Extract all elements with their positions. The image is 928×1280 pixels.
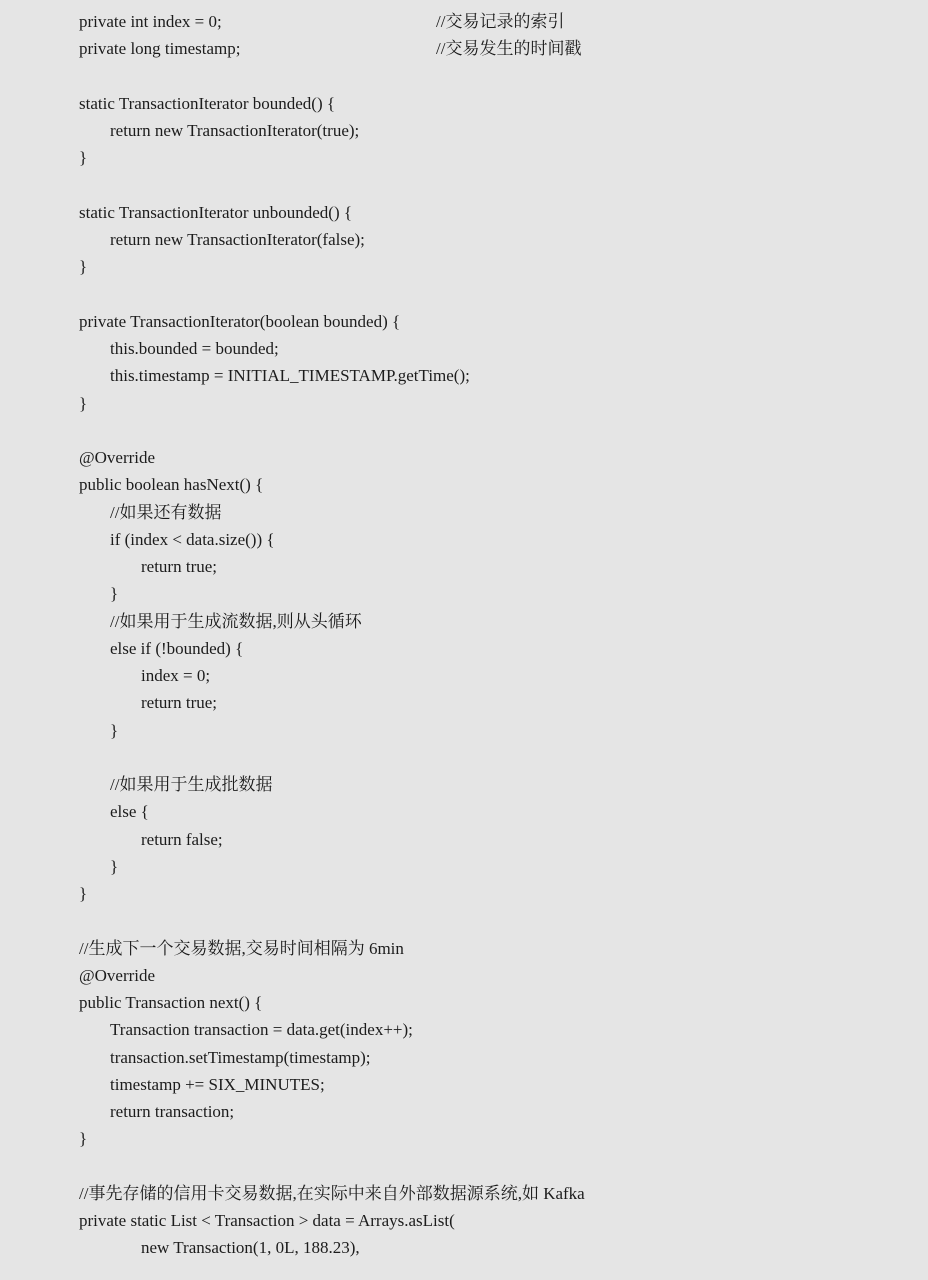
code-line — [79, 880, 919, 907]
code-line — [79, 1098, 919, 1125]
code-text: } — [110, 856, 119, 876]
code-text: private long timestamp; — [79, 39, 241, 59]
code-line — [79, 689, 919, 716]
code-line — [79, 362, 919, 389]
code-text: //如果用于生成批数据 — [110, 775, 273, 794]
code-line — [79, 35, 919, 62]
code-line — [79, 1016, 919, 1043]
code-line — [79, 1071, 919, 1098]
blank-line — [79, 281, 919, 308]
blank-line — [79, 172, 919, 199]
code-text: return true; — [141, 693, 217, 713]
blank-line — [79, 907, 919, 934]
code-line — [79, 253, 919, 280]
code-text: } — [110, 584, 119, 604]
code-text: index = 0; — [141, 666, 211, 685]
code-text: this.timestamp = INITIAL_TIMESTAMP.getTime(); — [110, 366, 470, 386]
code-text: //如果还有数据 — [110, 502, 222, 522]
code-text: } — [79, 257, 88, 277]
code-line — [79, 499, 919, 526]
code-text: return new TransactionIterator(true); — [110, 121, 360, 140]
code-line — [79, 117, 919, 144]
code-text: timestamp += SIX_MINUTES; — [110, 1074, 325, 1094]
code-line — [79, 635, 919, 662]
code-text: private TransactionIterator(boolean bounded) { — [79, 311, 401, 331]
code-line — [79, 608, 919, 635]
code-text: @Override — [79, 448, 156, 467]
code-text: return false; — [141, 829, 223, 849]
code-text: private static List < Transaction > data = Arrays.asList( — [79, 1211, 455, 1230]
blank-line — [79, 417, 919, 444]
code-line — [79, 90, 919, 117]
code-line — [79, 853, 919, 880]
code-line — [79, 1234, 919, 1261]
code-line — [79, 471, 919, 498]
code-text: @Override — [79, 965, 156, 985]
code-text: //事先存储的信用卡交易数据,在实际中来自外部数据源系统,如 Kafka — [79, 1183, 585, 1203]
code-line — [79, 308, 919, 335]
code-text: return new TransactionIterator(false); — [110, 230, 365, 249]
code-line — [79, 1180, 919, 1207]
code-line — [79, 798, 919, 825]
code-text: } — [79, 393, 88, 413]
code-text: new Transaction(1, 0L, 188.23), — [141, 1238, 360, 1258]
code-line — [79, 989, 919, 1016]
code-text: return transaction; — [110, 1102, 235, 1121]
code-text: } — [79, 148, 88, 168]
code-line — [79, 8, 919, 35]
code-text: public Transaction next() { — [79, 993, 263, 1012]
code-text: if (index < data.size()) { — [110, 529, 275, 549]
code-line — [79, 199, 919, 226]
code-text: return true; — [141, 557, 217, 576]
code-text: public boolean hasNext() { — [79, 475, 264, 495]
code-text: transaction.setTimestamp(timestamp); — [110, 1047, 371, 1067]
blank-line — [79, 1153, 919, 1180]
code-text: Transaction transaction = data.get(index++); — [110, 1020, 413, 1040]
inline-comment: //交易发生的时间戳 — [436, 39, 582, 59]
code-text: } — [79, 884, 88, 903]
code-text: static TransactionIterator unbounded() { — [79, 202, 353, 222]
code-text: private int index = 0; — [79, 12, 222, 31]
code-line — [79, 826, 919, 853]
code-line — [79, 390, 919, 417]
code-text: //生成下一个交易数据,交易时间相隔为 6min — [79, 938, 404, 958]
code-line — [79, 335, 919, 362]
code-text: } — [79, 1129, 88, 1149]
code-line — [79, 1044, 919, 1071]
code-line — [79, 226, 919, 253]
code-line — [79, 526, 919, 553]
blank-line — [79, 63, 919, 90]
code-text: else { — [110, 802, 149, 822]
code-line — [79, 962, 919, 989]
inline-comment: //交易记录的索引 — [436, 12, 565, 31]
code-line — [79, 1125, 919, 1152]
code-text: this.bounded = bounded; — [110, 339, 279, 358]
code-text: else if (!bounded) { — [110, 638, 244, 658]
code-line — [79, 553, 919, 580]
code-line — [79, 144, 919, 171]
code-line — [79, 580, 919, 607]
code-line — [79, 771, 919, 798]
code-line — [79, 662, 919, 689]
code-line — [79, 1207, 919, 1234]
code-text: //如果用于生成流数据,则从头循环 — [110, 611, 362, 631]
code-text: static TransactionIterator bounded() { — [79, 93, 336, 113]
blank-line — [79, 744, 919, 771]
code-line — [79, 444, 919, 471]
code-listing — [79, 8, 919, 1262]
code-line — [79, 935, 919, 962]
code-line — [79, 717, 919, 744]
code-text: } — [110, 720, 119, 740]
